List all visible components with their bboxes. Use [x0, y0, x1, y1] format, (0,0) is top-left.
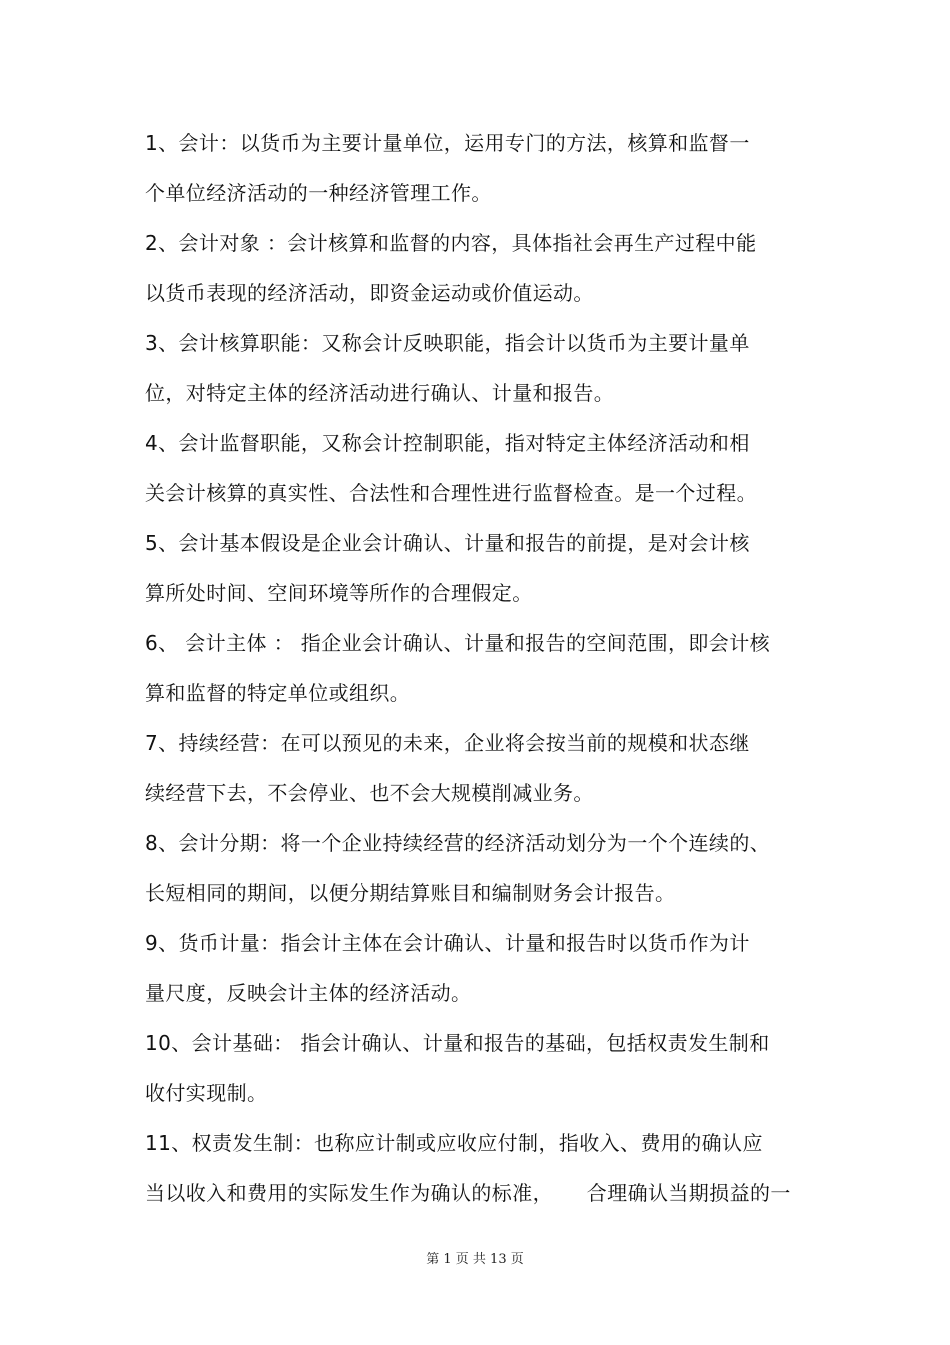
- text-line: 8、会计分期：将一个企业持续经营的经济活动划分为一个个连续的、: [145, 831, 771, 855]
- text-line: 7、持续经营：在可以预见的未来，企业将会按当前的规模和状态继: [145, 731, 750, 755]
- text-line: 2、会计对象 ：会计核算和监督的内容，具体指社会再生产过程中能: [145, 231, 757, 255]
- text-line: 10、会计基础： 指会计确认、计量和报告的基础，包括权责发生制和: [145, 1031, 770, 1055]
- text-line: 6、 会计主体 ： 指企业会计确认、计量和报告的空间范围，即会计核: [145, 631, 770, 655]
- text-line: 算和监督的特定单位或组织。: [145, 681, 411, 705]
- text-line: 当以收入和费用的实际发生作为确认的标准， 合理确认当期损益的一: [145, 1181, 791, 1205]
- text-line: 3、会计核算职能：又称会计反映职能，指会计以货币为主要计量单: [145, 331, 750, 355]
- text-line: 以货币表现的经济活动，即资金运动或价值运动。: [145, 281, 594, 305]
- page-footer: 第 1 页 共 13 页: [426, 1252, 524, 1267]
- text-line: 个单位经济活动的一种经济管理工作。: [145, 181, 492, 205]
- text-line: 4、会计监督职能，又称会计控制职能，指对特定主体经济活动和相: [145, 431, 750, 455]
- text-line: 长短相同的期间，以便分期结算账目和编制财务会计报告。: [145, 881, 676, 905]
- text-line: 续经营下去，不会停业、也不会大规模削减业务。: [145, 781, 594, 805]
- text-line: 量尺度，反映会计主体的经济活动。: [145, 981, 472, 1005]
- text-line: 算所处时间、空间环境等所作的合理假定。: [145, 581, 533, 605]
- text-line: 关会计核算的真实性、合法性和合理性进行监督检查。是一个过程。: [145, 481, 757, 505]
- text-line: 11、权责发生制：也称应计制或应收应付制，指收入、费用的确认应: [145, 1131, 763, 1155]
- text-line: 1、会计：以货币为主要计量单位，运用专门的方法，核算和监督一: [145, 131, 750, 155]
- text-line: 位，对特定主体的经济活动进行确认、计量和报告。: [145, 381, 615, 405]
- text-line: 收付实现制。: [145, 1081, 268, 1105]
- text-line: 5、会计基本假设是企业会计确认、计量和报告的前提，是对会计核: [145, 531, 750, 555]
- text-line: 9、货币计量：指会计主体在会计确认、计量和报告时以货币作为计: [145, 931, 750, 955]
